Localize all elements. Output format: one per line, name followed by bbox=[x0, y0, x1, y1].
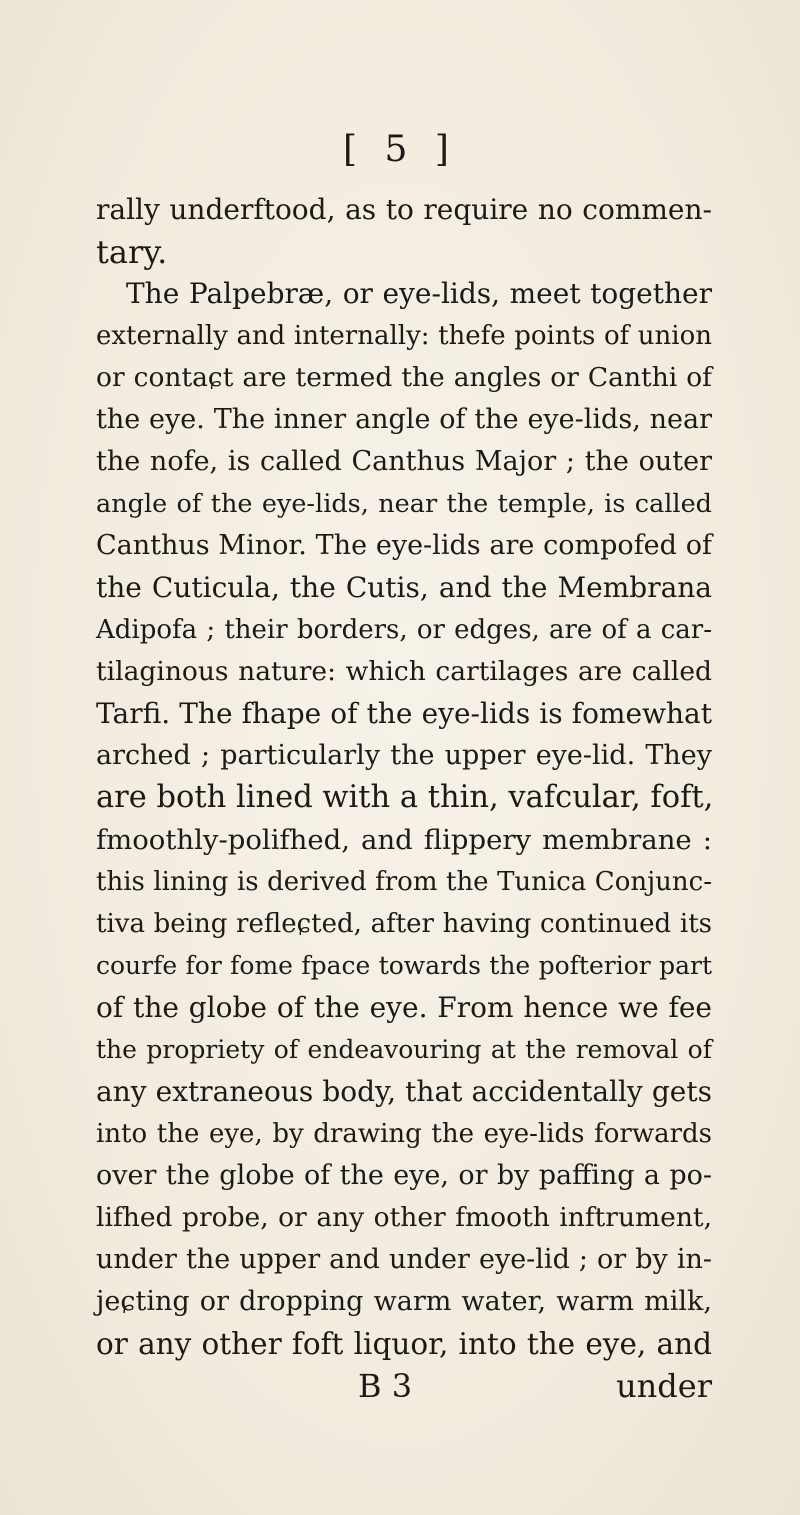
text-line-13: Tarfi. The fhape of the eye-lids is fomewhat bbox=[96, 697, 712, 730]
text-line-6: the eye. The inner angle of the eye-lids, near bbox=[96, 404, 712, 435]
text-line-19: courfe for fome fpace towards the pofterior part bbox=[96, 951, 712, 980]
text-line-17: this lining is derived from the Tunica Conjunc- bbox=[96, 867, 712, 897]
text-line-22: any extraneous body, that accidentally gets bbox=[96, 1075, 712, 1108]
text-line-14: arched ; particularly the upper eye-lid. They bbox=[96, 740, 712, 771]
text-line-7: the nofe, is called Canthus Major ; the outer bbox=[96, 446, 712, 477]
text-line-21: the propriety of endeavouring at the removal of bbox=[96, 1035, 712, 1064]
text-line-12: tilaginous nature: which cartilages are called bbox=[96, 656, 712, 687]
text-line-27: jeɕting or dropping warm water, warm milk, bbox=[96, 1286, 712, 1317]
text-line-8: angle of the eye-lids, near the temple, is called bbox=[96, 489, 712, 519]
text-line-11: Adipofa ; their borders, or edges, are of a car- bbox=[96, 615, 712, 645]
text-line-24: over the globe of the eye, or by paffing a po- bbox=[96, 1160, 712, 1191]
page-footer bbox=[96, 1366, 712, 1406]
catchword: under bbox=[616, 1367, 712, 1405]
text-line-28: or any other foft liquor, into the eye, and bbox=[96, 1327, 712, 1361]
page-number: [ 5 ] bbox=[343, 129, 457, 170]
text-line-25: lifhed probe, or any other fmooth inftrument, bbox=[96, 1202, 712, 1233]
text-line-5: or contaɕt are termed the angles or Canthi of bbox=[96, 362, 712, 393]
text-line-4: externally and internally: thefe points of union bbox=[96, 321, 712, 351]
text-line-26: under the upper and under eye-lid ; or by in- bbox=[96, 1244, 712, 1275]
text-line-3: The Palpebræ, or eye-lids, meet together bbox=[126, 277, 712, 310]
text-line-15: are both lined with a thin, vafcular, foft, bbox=[96, 780, 714, 815]
text-line-18: tiva being refleɕted, after having continued its bbox=[96, 909, 712, 939]
signature-mark: B 3 bbox=[358, 1367, 413, 1405]
text-line-23: into the eye, by drawing the eye-lids forwards bbox=[96, 1119, 712, 1149]
text-line-20: of the globe of the eye. From hence we fee bbox=[96, 991, 712, 1024]
text-line-2: tary. bbox=[96, 233, 168, 271]
text-line-1: rally underftood, as to require no commen- bbox=[96, 193, 712, 226]
text-line-9: Canthus Minor. The eye-lids are compofed of bbox=[96, 530, 712, 561]
text-line-10: the Cuticula, the Cutis, and the Membrana bbox=[96, 571, 712, 604]
text-line-16: fmoothly-polifhed, and flippery membrane : bbox=[96, 824, 712, 856]
